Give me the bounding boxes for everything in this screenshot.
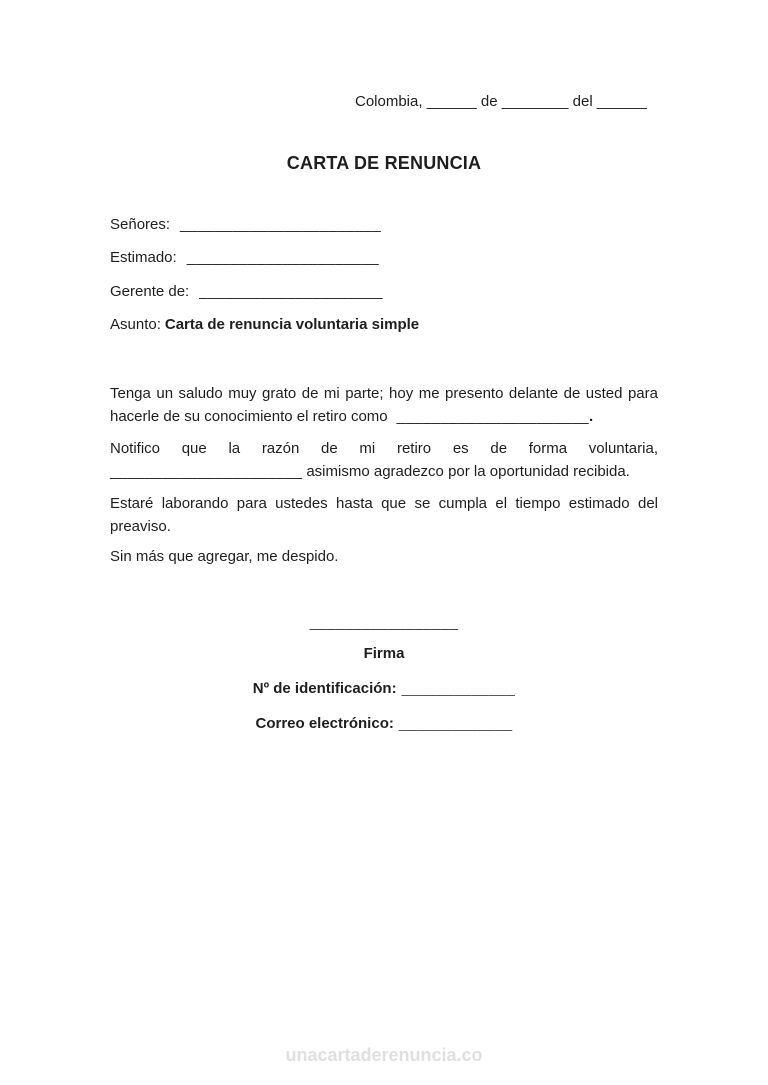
identification-line [0, 678, 768, 700]
paragraph-greeting [110, 382, 658, 428]
paragraph-line [110, 460, 658, 483]
recipient-gerente-line [110, 281, 383, 303]
email-label: Correo electrónico: [255, 715, 394, 732]
gerente-blank-line: _____________________ [199, 283, 383, 300]
paragraph-text: asimismo agradezco por la oportunidad recibida. [306, 463, 630, 480]
paragraph-line: Notifico que la razón de mi retiro es de forma voluntaria, [110, 440, 658, 457]
senores-label: Señores: [110, 216, 171, 233]
gerente-label: Gerente de: [110, 283, 190, 300]
estimado-blank-line: ______________________ [186, 249, 380, 266]
page-title: CARTA DE RENUNCIA [286, 153, 482, 173]
paragraph-farewell [110, 545, 658, 568]
paragraph-notice-period [110, 492, 658, 538]
email-blank-line: _____________ [398, 715, 513, 732]
identification-label: Nº de identificación: [252, 680, 397, 697]
signature-label: Firma [363, 645, 405, 662]
asunto-value: Carta de renuncia voluntaria simple [164, 316, 420, 333]
estimado-label: Estimado: [110, 249, 177, 266]
email-line [0, 713, 768, 735]
identification-blank-line: _____________ [401, 680, 516, 697]
paragraph-line: Sin más que agregar, me despido. [110, 548, 339, 565]
date-line: Colombia, ______ de ________ del ______ [355, 93, 647, 110]
paragraph-line [110, 405, 658, 428]
watermark-text: unacartaderenuncia.co [285, 1045, 483, 1065]
reason-blank-line: ______________________ [110, 463, 303, 480]
position-blank-line: ______________________ [396, 408, 589, 425]
paragraph-notification [110, 437, 658, 483]
paragraph-period: . [588, 408, 594, 425]
recipient-senores-line [110, 214, 381, 236]
paragraph-text: hacerle de su conocimiento el retiro como [110, 408, 388, 425]
paragraph-line: Tenga un saludo muy grato de mi parte; hoy me presento delante de usted para [110, 385, 658, 402]
subject-line [110, 314, 419, 336]
recipient-estimado-line [110, 247, 379, 269]
asunto-label: Asunto: [110, 316, 161, 333]
signature-blank-line: _________________ [309, 614, 459, 631]
senores-blank-line: _______________________ [180, 216, 382, 233]
paragraph-line: Estaré laborando para ustedes hasta que se cumpla el tiempo estimado del [110, 495, 658, 512]
paragraph-line: preaviso. [110, 518, 171, 535]
